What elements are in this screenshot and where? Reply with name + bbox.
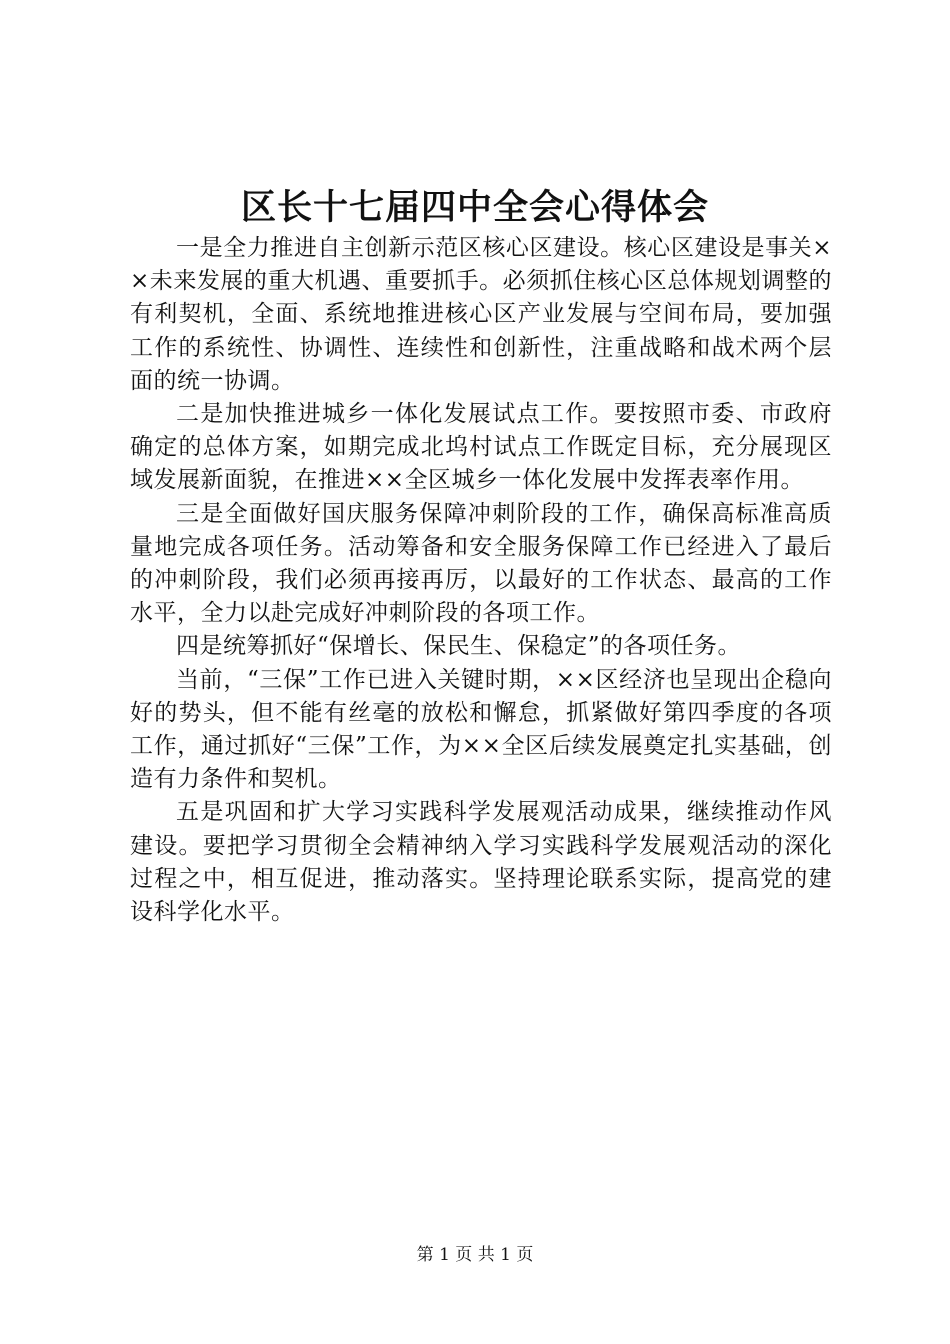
paragraph-4: 四是统筹抓好“保增长、保民生、保稳定”的各项任务。	[176, 633, 742, 660]
paragraph-5: 当前，“三保”工作已进入关键时期，××区经济也呈现出企稳向好的势头，但不能有丝毫的放松和懈怠，抓紧做好第四季度的各项工作，通过抓好“三保”工作，为××全区后续发展奠定扎实基础，创造有力条件和契机。	[130, 666, 832, 793]
paragraph-3: 三是全面做好国庆服务保障冲刺阶段的工作，确保高标准高质量地完成各项任务。活动筹备和安全服务保障工作已经进入了最后的冲刺阶段，我们必须再接再厉，以最好的工作状态、最高的工作水平，全力以赴完成好冲刺阶段的各项工作。	[130, 500, 832, 627]
page-footer: 第 1 页 共 1 页	[416, 1245, 534, 1265]
document-body	[130, 232, 832, 929]
document-title: 区长十七届四中全会心得体会	[240, 187, 709, 228]
paragraph-6: 五是巩固和扩大学习实践科学发展观活动成果，继续推动作风建设。要把学习贯彻全会精神纳入学习实践科学发展观活动的深化过程之中，相互促进，推动落实。坚持理论联系实际，提高党的建设科学化水平。	[130, 799, 832, 926]
paragraph-2: 二是加快推进城乡一体化发展试点工作。要按照市委、市政府确定的总体方案，如期完成北坞村试点工作既定目标，充分展现区域发展新面貌，在推进××全区城乡一体化发展中发挥表率作用。	[130, 401, 832, 494]
paragraph-1: 一是全力推进自主创新示范区核心区建设。核心区建设是事关××未来发展的重大机遇、重要抓手。必须抓住核心区总体规划调整的有利契机，全面、系统地推进核心区产业发展与空间布局，要加强工作的系统性、协调性、连续性和创新性，注重战略和战术两个层面的统一协调。	[130, 235, 832, 394]
